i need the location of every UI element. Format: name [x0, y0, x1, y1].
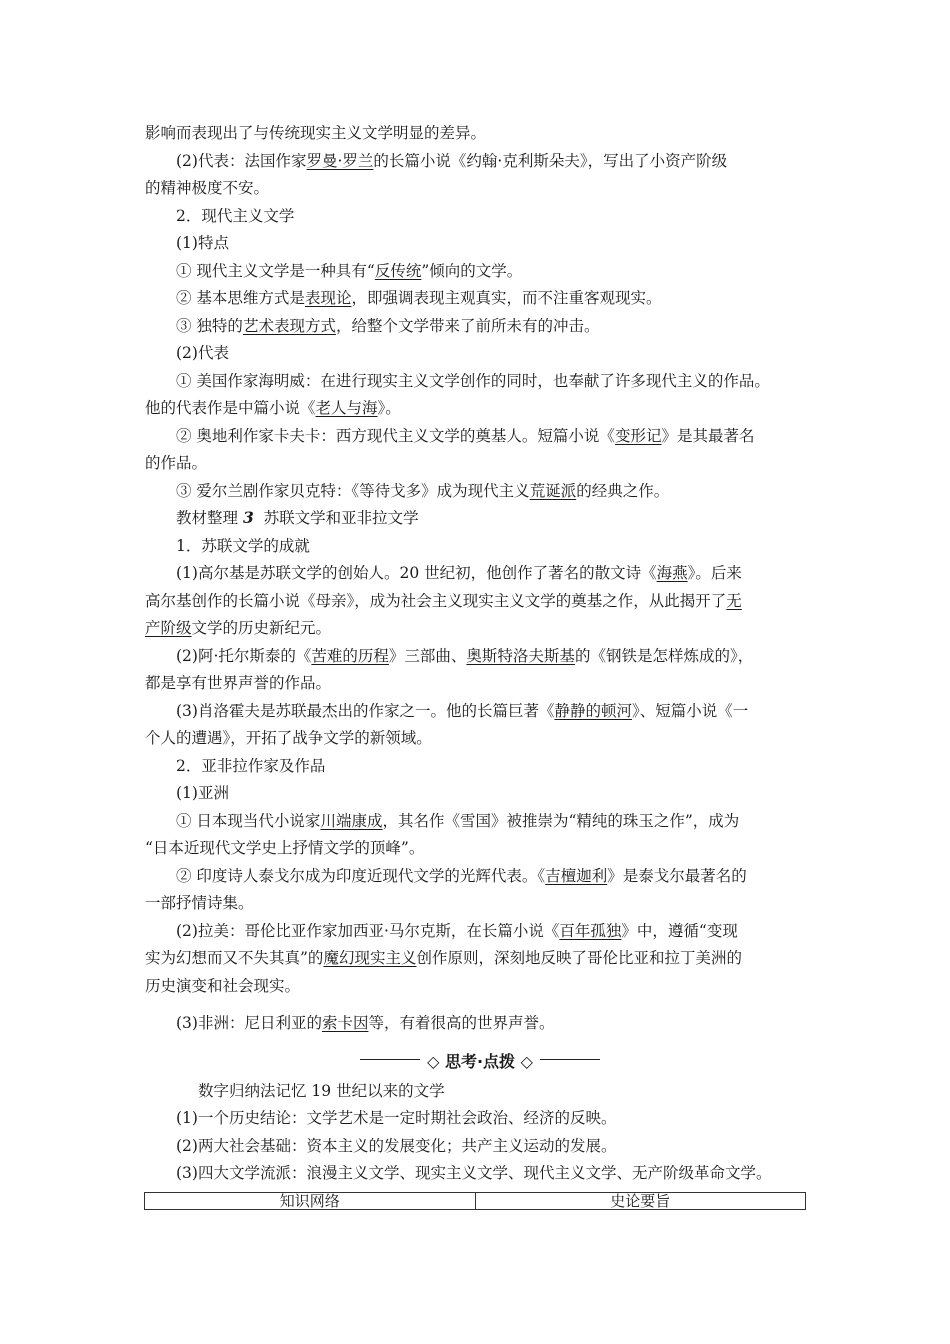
text-line: (3)非洲：尼日利亚的索卡因等，有着很高的世界声誉。 — [176, 1014, 555, 1032]
text-line: (2)两大社会基础：资本主义的发展变化；共产主义运动的发展。 — [176, 1137, 617, 1155]
text-line: 一部抒情诗集。 — [145, 894, 254, 912]
think-divider — [330, 1049, 630, 1071]
text-line: 实为幻想而又不失其真”的魔幻现实主义创作原则，深刻地反映了哥伦比亚和拉丁美洲的 — [145, 949, 742, 967]
text-line: “日本近现代文学史上抒情文学的顶峰”。 — [145, 839, 425, 857]
text-line: (1)一个历史结论：文学艺术是一定时期社会政治、经济的反映。 — [176, 1109, 617, 1127]
keyword: 罗曼·罗兰 — [306, 152, 374, 170]
keyword: 苦难的历程 — [311, 647, 389, 665]
keyword: 百年孤独 — [559, 922, 622, 940]
text-line: 的精神极度不安。 — [145, 179, 270, 197]
text-line: ① 日本现当代小说家川端康成，其名作《雪国》被推崇为“精纯的珠玉之作”，成为 — [176, 812, 740, 830]
text-line: ③ 爱尔兰剧作家贝克特：《等待戈多》成为现代主义荒诞派的经典之作。 — [176, 482, 670, 500]
text-line: 的作品。 — [145, 454, 208, 472]
subheading: 2．亚非拉作家及作品 — [176, 757, 326, 775]
keyword: 反传统 — [374, 262, 422, 280]
keyword: 静静的顿河 — [554, 702, 632, 720]
knowledge-table — [144, 1192, 806, 1210]
keyword: 表现论 — [304, 289, 352, 307]
keyword: 海燕 — [656, 564, 688, 582]
text-line: 他的代表作是中篇小说《老人与海》。 — [145, 399, 401, 417]
text-line: 历史演变和社会现实。 — [145, 977, 301, 995]
keyword: 产阶级 — [145, 619, 192, 637]
subheading: (2)代表 — [176, 344, 229, 362]
text-line: ① 美国作家海明威：在进行现实主义文学创作的同时，也奉献了许多现代主义的作品。 — [176, 372, 770, 390]
text-line: (1)高尔基是苏联文学的创始人。20 世纪初，他创作了著名的散文诗《海燕》。后来 — [176, 564, 742, 582]
text-line: 数字归纳法记忆 19 世纪以来的文学 — [198, 1082, 445, 1100]
table-row — [145, 1193, 806, 1210]
think-title: ◇ 思考·点拨 ◇ — [427, 1052, 533, 1071]
subheading: 1．苏联文学的成就 — [176, 537, 310, 555]
keyword: 老人与海 — [315, 399, 378, 417]
text-line: ① 现代主义文学是一种具有“反传统”倾向的文学。 — [176, 262, 523, 280]
keyword: 索卡因 — [321, 1014, 369, 1032]
section-heading: 2．现代主义文学 — [176, 207, 295, 225]
table-header-history-points: 史论要旨 — [475, 1193, 806, 1210]
text-line: ② 奥地利作家卡夫卡：西方现代主义文学的奠基人。短篇小说《变形记》是其最著名 — [176, 427, 755, 445]
text-line: (3)肖洛霍夫是苏联最杰出的作家之一。他的长篇巨著《静静的顿河》、短篇小说《一 — [176, 702, 749, 720]
text-line: 高尔基创作的长篇小说《母亲》，成为社会主义现实主义文学的奠基之作，从此揭开了无 — [145, 592, 742, 610]
subheading: (1)亚洲 — [176, 784, 229, 802]
keyword: 奥斯特洛夫斯基 — [466, 647, 575, 665]
text-line: 产阶级文学的历史新纪元。 — [145, 619, 332, 637]
keyword: 魔幻现实主义 — [323, 949, 417, 967]
text-line: (2)拉美：哥伦比亚作家加西亚·马尔克斯，在长篇小说《百年孤独》中，遵循“变现 — [176, 922, 738, 940]
subheading: (1)特点 — [176, 234, 229, 252]
text-line: ② 基本思维方式是表现论，即强调表现主观真实，而不注重客观现实。 — [176, 289, 662, 307]
keyword: 艺术表现方式 — [242, 317, 336, 335]
keyword: 无 — [726, 592, 742, 610]
text-line: 都是享有世界声誉的作品。 — [145, 674, 332, 692]
text-line: 影响而表现出了与传统现实主义文学明显的差异。 — [145, 124, 487, 142]
keyword: 变形记 — [614, 427, 662, 445]
table-header-knowledge-network: 知识网络 — [145, 1193, 476, 1210]
text-line: (3)四大文学流派：浪漫主义文学、现实主义文学、现代主义文学、无产阶级革命文学。 — [176, 1164, 772, 1182]
text-line: ③ 独特的艺术表现方式，给整个文学带来了前所未有的冲击。 — [176, 317, 600, 335]
text-line: ② 印度诗人泰戈尔成为印度近现代文学的光辉代表。《吉檀迦利》是泰戈尔最著名的 — [176, 867, 747, 885]
keyword: 川端康成 — [320, 812, 383, 830]
section-heading: 教材整理 3 苏联文学和亚非拉文学 — [176, 508, 419, 527]
text-line: (2)代表：法国作家罗曼·罗兰的长篇小说《约翰·克利斯朵夫》，写出了小资产阶级 — [176, 152, 728, 170]
text-line: 个人的遭遇》，开拓了战争文学的新领域。 — [145, 729, 432, 747]
text-line: (2)阿·托尔斯泰的《苦难的历程》三部曲、奥斯特洛夫斯基的《钢铁是怎样炼成的》， — [176, 647, 754, 665]
keyword: 吉檀迦利 — [545, 867, 608, 885]
divider-line-right — [540, 1059, 600, 1060]
keyword: 荒诞派 — [529, 482, 577, 500]
